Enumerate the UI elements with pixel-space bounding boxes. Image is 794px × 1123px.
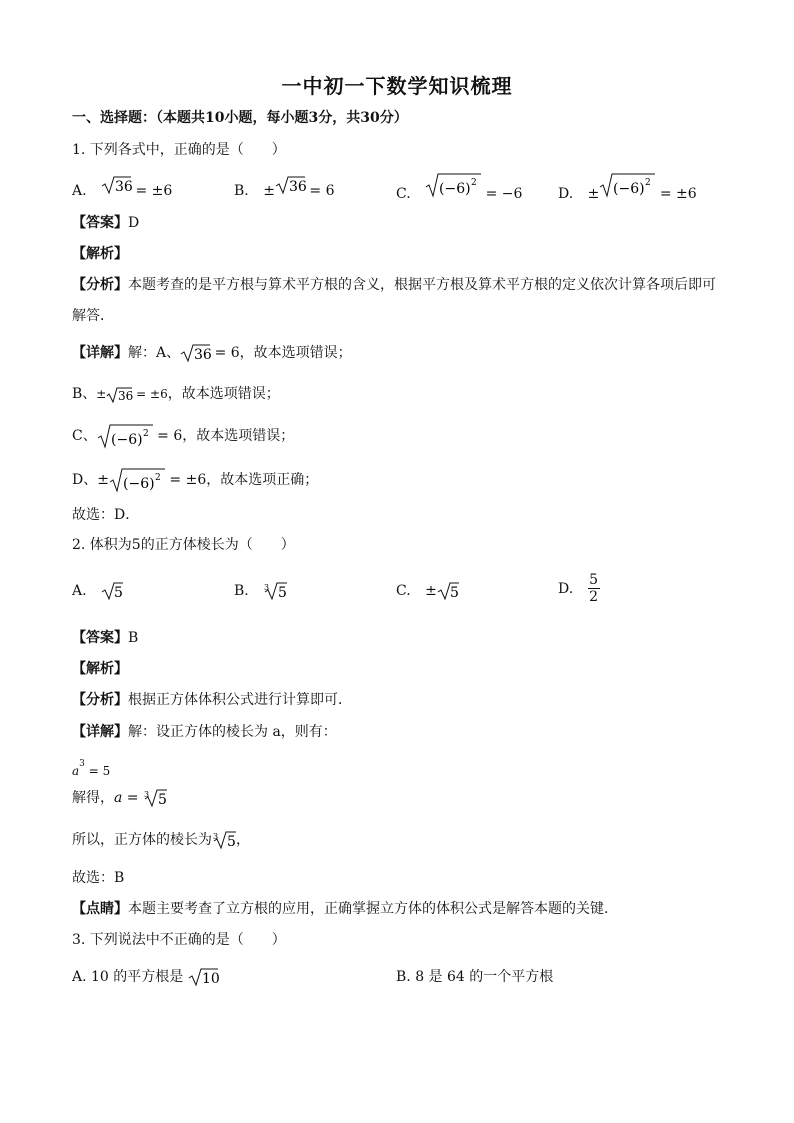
q1-analysis-cont: 解答． xyxy=(72,308,114,324)
math-expression xyxy=(188,969,218,985)
analysis-head: 【分析】 xyxy=(72,277,128,293)
detail-prefix: D、 xyxy=(72,472,98,488)
option-label: A. xyxy=(72,583,87,599)
q2-detail xyxy=(72,722,337,742)
q2-analysis xyxy=(72,690,352,710)
detail-text: 解：A、 xyxy=(128,345,181,361)
q1-option-d xyxy=(558,172,697,205)
q1-choose: 故选：D． xyxy=(72,507,140,523)
svg-text:5: 5 xyxy=(278,585,288,601)
answer-tag: 【答案】 xyxy=(72,215,128,231)
math-expression: ± (−6) 2 = ±6 xyxy=(97,472,206,488)
so-prefix: 所以，正方体的棱长为 xyxy=(72,832,212,848)
math-expression: 36 = 6 xyxy=(180,345,240,361)
q2-option-c xyxy=(396,580,459,602)
svg-text:(−6): (−6) xyxy=(110,432,143,448)
q1-detail-a xyxy=(72,343,352,363)
question-3-stem: 3. 下列说法中不正确的是（ ） xyxy=(72,932,286,948)
svg-text:2: 2 xyxy=(142,429,149,439)
svg-text:36: 36 xyxy=(115,179,133,195)
option-label: D. xyxy=(558,186,574,202)
detail-head: 【详解】 xyxy=(72,724,128,740)
option-label: B. xyxy=(234,583,249,599)
q2-choose: 故选：B xyxy=(72,870,125,886)
detail-prefix: C、 xyxy=(72,428,97,444)
math-expression: ± 5 xyxy=(425,583,459,601)
section-heading: 一、选择题：（本题共10小题，每小题3分，共30分） xyxy=(72,110,408,126)
svg-text:2: 2 xyxy=(154,473,161,483)
so-tail: ， xyxy=(236,832,250,848)
option-text: A. 10 的平方根是 xyxy=(72,969,184,985)
q1-detail-b xyxy=(72,384,280,404)
answer-value: D xyxy=(128,215,140,231)
math-expression xyxy=(212,832,236,848)
fraction: $\frac{5}{2}$ xyxy=(589,572,599,605)
answer-value: B xyxy=(128,630,139,646)
q1-analysis xyxy=(72,275,716,295)
svg-text:2: 2 xyxy=(471,178,477,188)
option-label: C. xyxy=(396,186,411,202)
detail-tail: ，故本选项错误； xyxy=(182,428,295,444)
detail-head: 【详解】 xyxy=(72,345,128,361)
q2-so xyxy=(72,830,250,850)
q1-option-c xyxy=(396,172,522,205)
option-label: A. xyxy=(72,183,87,199)
math-expression: ± 36 = 6 xyxy=(263,179,335,199)
option-label: D. xyxy=(558,580,574,597)
q1-answer xyxy=(72,213,139,233)
q2-analysis-tag: 【解析】 xyxy=(72,661,128,677)
math-expression: (−6) 2 = −6 xyxy=(425,186,522,202)
math-expression: ± 36 = ±6 xyxy=(96,387,168,403)
math-expression: 36 = ±6 xyxy=(101,183,172,199)
page-title: 一中初一下数学知识梳理 xyxy=(281,74,513,98)
q2-option-a xyxy=(72,580,123,602)
q1-detail-d xyxy=(72,467,318,493)
svg-text:5: 5 xyxy=(227,834,236,850)
svg-text:36: 36 xyxy=(118,388,134,403)
q1-option-b xyxy=(234,175,334,202)
comment-text: 本题主要考查了立方根的应用，正确掌握立方体的体积公式是解答本题的关键． xyxy=(128,901,618,917)
answer-tag: 【答案】 xyxy=(72,630,128,646)
solve-prefix: 解得， xyxy=(72,790,114,806)
svg-text:(−6): (−6) xyxy=(613,181,645,197)
detail-prefix: B、 xyxy=(72,386,97,402)
q1-detail-c xyxy=(72,423,294,449)
math-expression: a = 3 5 xyxy=(114,790,167,808)
svg-text:3: 3 xyxy=(264,583,270,592)
question-1-stem: 1. 下列各式中，正确的是（ ） xyxy=(72,142,286,158)
math-expression: ± (−6) 2 = ±6 xyxy=(588,186,697,202)
svg-text:5: 5 xyxy=(158,792,167,808)
svg-text:36: 36 xyxy=(194,347,212,363)
detail-tail: ，故本选项错误； xyxy=(167,386,280,402)
q3-option-b: B. 8 是 64 的一个平方根 xyxy=(396,969,554,985)
svg-text:5: 5 xyxy=(114,585,123,601)
svg-text:3: 3 xyxy=(144,790,150,799)
q2-option-d xyxy=(558,572,600,605)
detail-tail: ，故本选项错误； xyxy=(239,345,352,361)
option-label: C. xyxy=(396,583,411,599)
analysis-text: 本题考查的是平方根与算术平方根的含义，根据平方根及算术平方根的定义依次计算各项后即可 xyxy=(128,277,716,293)
detail-text: 解：设正方体的棱长为 a，则有： xyxy=(128,724,337,740)
comment-head: 【点睛】 xyxy=(72,901,128,917)
q2-solve xyxy=(72,788,167,808)
option-label: B. xyxy=(234,183,249,199)
question-2-stem: 2. 体积为5的正方体棱长为（ ） xyxy=(72,537,295,553)
analysis-head: 【分析】 xyxy=(72,692,128,708)
q2-answer xyxy=(72,628,138,648)
analysis-text: 根据正方体体积公式进行计算即可． xyxy=(128,692,352,708)
svg-text:5: 5 xyxy=(449,585,459,601)
q1-option-a xyxy=(72,175,172,202)
detail-tail: ，故本选项正确； xyxy=(206,472,319,488)
q2-comment xyxy=(72,899,618,919)
svg-text:(−6): (−6) xyxy=(122,476,155,492)
svg-text:36: 36 xyxy=(288,179,307,195)
svg-text:3: 3 xyxy=(213,832,219,841)
q2-option-b xyxy=(234,580,287,602)
svg-text:10: 10 xyxy=(201,971,220,987)
math-expression xyxy=(101,583,123,599)
q1-analysis-tag: 【解析】 xyxy=(72,246,128,262)
svg-text:2: 2 xyxy=(645,178,652,188)
q2-equation: $a^3 = 5$ xyxy=(72,759,111,778)
q3-option-a xyxy=(72,966,218,988)
math-expression xyxy=(263,583,287,599)
svg-text:(−6): (−6) xyxy=(439,181,471,197)
math-expression: (−6) 2 = 6 xyxy=(97,428,183,444)
